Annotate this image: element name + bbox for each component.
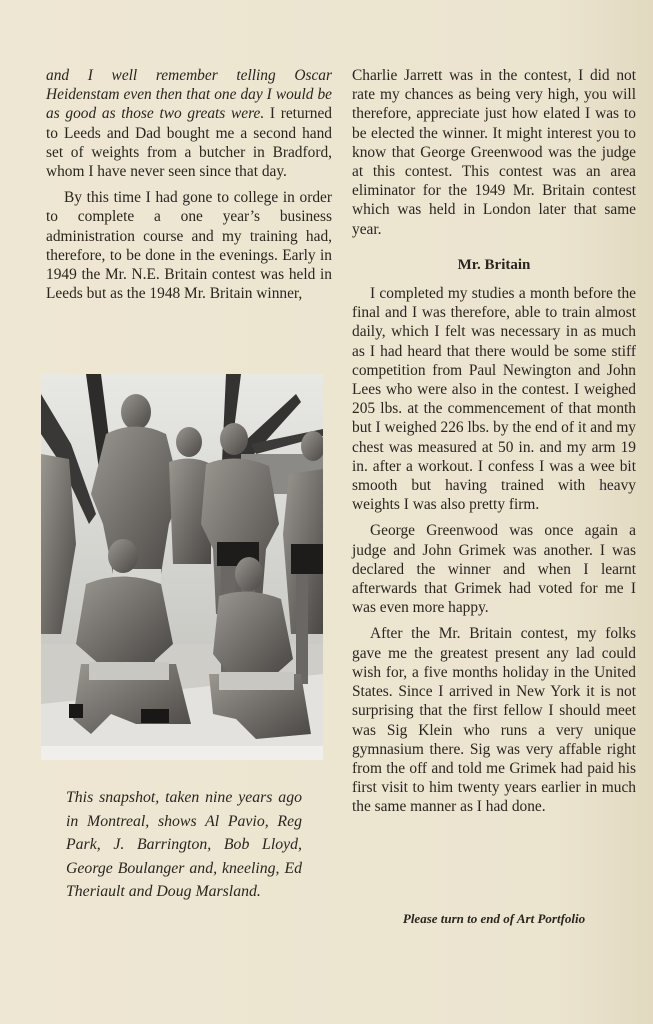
group-photo: [41, 374, 323, 760]
right-column: [352, 66, 636, 817]
left-paragraph-1-rest: I returned to Leeds and Dad bought me a second hand set of weights from a butcher in Bradford, whom I have never seen since that day.: [46, 105, 332, 181]
left-column: [46, 66, 332, 303]
right-paragraph-1: Charlie Jarrett was in the contest, I did not rate my chances as being very high, you will therefore, appreciate just how elated I was to be elected the winner. It might interest you to know that George Greenwood was the judge at this contest. This contest was an area eliminator for the 1949 Mr. Britain contest which was held in London later that same year.: [352, 67, 636, 238]
left-paragraph-1: [46, 66, 332, 181]
italic-quote: and I well remember telling Oscar Heidenstam even then that one day I would be as good as those two greats were.: [46, 67, 332, 123]
right-paragraph-3: George Greenwood was once again a judge and John Grimek was another. I was declared the winner and when I learnt afterwards that Grimek had voted for me I was even more happy.: [352, 522, 636, 617]
left-paragraph-2: By this time I had gone to college in order to complete a one year’s business administration course and my training had, therefore, to be done in the evenings. Early in 1949 the Mr. N.E. Britain contest was held in Leeds but as the 1948 Mr. Britain winner,: [46, 189, 332, 303]
photo-illustration: [41, 374, 323, 760]
right-paragraph-4: After the Mr. Britain contest, my folks gave me the greatest present any lad could wish for, a five months holiday in the United States. Since I arrived in New York it is not surprising that the first fellow I should meet was Sig Klein who runs a very unique gymnasium there. Sig was very affable right from the off and told me Grimek had paid his first visit to him twenty years earlier in much the same manner as I had done.: [352, 625, 636, 816]
photo-caption: This snapshot, taken nine years ago in Montreal, shows Al Pavio, Reg Park, J. Barrington, Bob Lloyd, George Boulanger and, kneeling, Ed Theriault and Doug Marsland.: [66, 789, 302, 901]
section-heading: Mr. Britain: [457, 256, 531, 273]
continuation-note: Please turn to end of Art Portfolio: [402, 911, 586, 926]
right-paragraph-2: I completed my studies a month before the final and I was therefore, able to train almost daily, which I felt was necessary in as much as I had heard that there would be some stiff competition from Paul Newington and John Lees who were also in the contest. I weighed 205 lbs. at the commencement of that month but I weighed 226 lbs. by the end of it and my chest was measured at 50 in. and my arm 19 in. after a workout. I confess I was a wee bit smooth but having trained with heavy weights I was also pretty firm.: [352, 285, 636, 514]
